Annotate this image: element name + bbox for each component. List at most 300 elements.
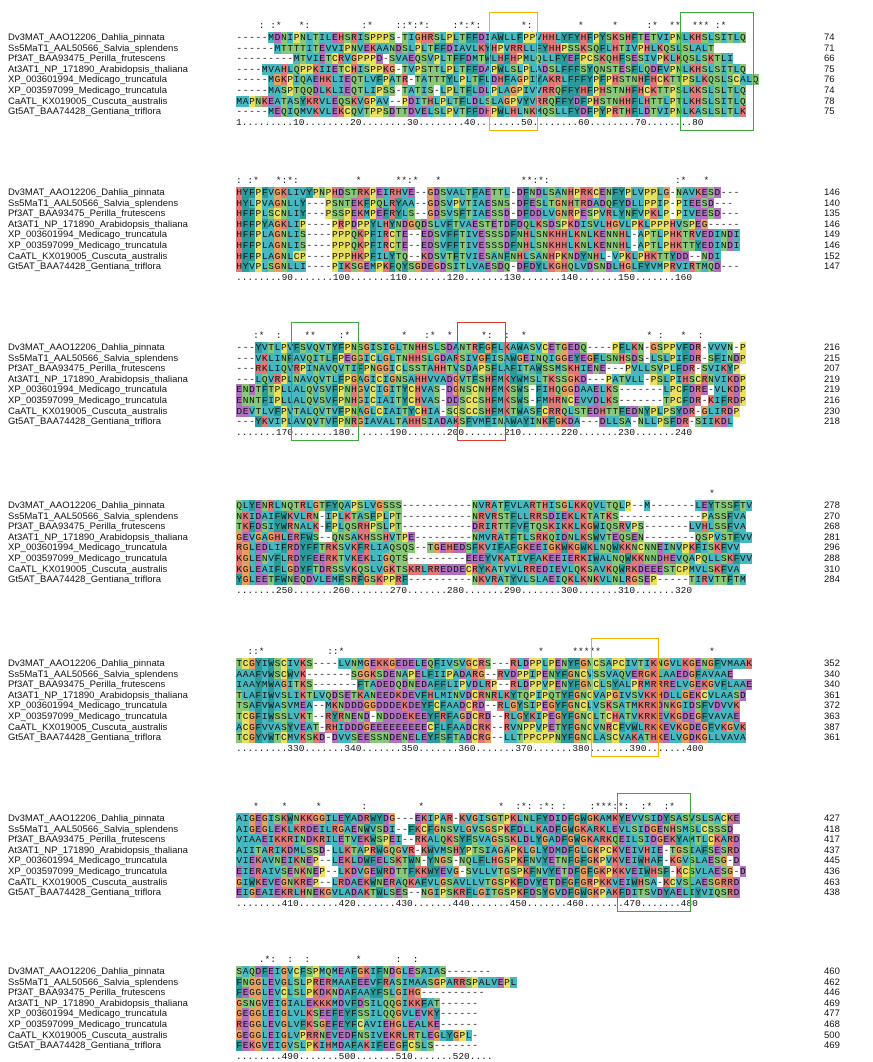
residue: - xyxy=(497,711,504,722)
residue: S xyxy=(708,352,714,364)
residue: Q xyxy=(612,500,619,511)
residue: K xyxy=(567,510,574,522)
residue: S xyxy=(637,352,644,364)
residue: E xyxy=(701,229,708,241)
residue: I xyxy=(236,679,243,691)
residue: T xyxy=(414,74,421,86)
residue: P xyxy=(370,208,376,220)
residue: K xyxy=(618,866,625,877)
residue: P xyxy=(523,32,529,43)
residue: K xyxy=(280,813,287,824)
residue: Q xyxy=(402,250,408,262)
residue: T xyxy=(650,95,657,107)
residue: F xyxy=(472,187,478,198)
residue-count: 387 xyxy=(824,721,840,733)
residue: L xyxy=(338,866,345,877)
residue: K xyxy=(669,855,676,867)
residue: C xyxy=(586,721,593,733)
residue: L xyxy=(657,405,663,417)
residue: I xyxy=(274,1029,281,1041)
residue: K xyxy=(414,997,421,1009)
residue: - xyxy=(421,500,427,511)
residue: L xyxy=(249,197,255,209)
residue: P xyxy=(491,85,498,96)
residue: I xyxy=(529,668,536,680)
residue: L xyxy=(287,689,294,701)
residue: - xyxy=(682,510,689,522)
residue: P xyxy=(319,866,325,877)
residue: S xyxy=(433,240,440,251)
residue: I xyxy=(548,352,555,364)
residue: P xyxy=(331,250,338,262)
residue: P xyxy=(300,250,306,262)
residue: E xyxy=(548,721,555,733)
residue: K xyxy=(370,668,376,680)
residue: - xyxy=(465,500,472,511)
residue: N xyxy=(344,395,351,406)
residue: A xyxy=(459,721,466,733)
residue: G xyxy=(389,63,396,75)
residue: R xyxy=(516,42,523,54)
sequence-name: Gt5AT_BAA74428_Gentiana_triflora xyxy=(8,732,161,744)
sequence-row xyxy=(236,564,740,575)
residue: P xyxy=(669,32,676,43)
residue: - xyxy=(650,531,657,543)
residue: - xyxy=(459,997,466,1009)
residue: F xyxy=(491,395,498,406)
residue: F xyxy=(453,229,459,241)
residue: S xyxy=(382,987,389,999)
residue: V xyxy=(370,1019,376,1030)
residue: K xyxy=(331,553,338,564)
residue: T xyxy=(727,32,733,43)
residue: T xyxy=(606,500,612,511)
residue: V xyxy=(319,689,325,701)
residue: N xyxy=(542,250,549,262)
residue: K xyxy=(535,218,542,230)
residue: - xyxy=(644,342,651,353)
residue: T xyxy=(402,106,408,118)
residue: A xyxy=(669,668,676,680)
residue: - xyxy=(319,229,325,241)
residue: - xyxy=(319,510,325,522)
residue: E xyxy=(714,866,721,877)
residue-count: 372 xyxy=(824,700,840,712)
residue: A xyxy=(618,679,625,691)
residue: L xyxy=(453,85,459,96)
residue: N xyxy=(612,553,619,564)
residue: I xyxy=(268,563,274,575)
sequence-row xyxy=(236,987,485,998)
residue: V xyxy=(593,218,600,230)
residue: A xyxy=(421,976,427,988)
sequence-name: Ss5MaT1_AAL50566_Salvia_splendens xyxy=(8,352,179,364)
residue: V xyxy=(478,876,485,888)
residue: S xyxy=(657,866,663,877)
residue: V xyxy=(631,711,638,722)
residue: E xyxy=(421,240,427,251)
residue: Y xyxy=(535,876,542,888)
residue: G xyxy=(395,1040,402,1052)
residue: L xyxy=(300,510,306,522)
residue: G xyxy=(414,987,421,999)
residue: F xyxy=(497,542,504,554)
residue: G xyxy=(478,887,485,899)
residue: S xyxy=(510,395,517,406)
residue: D xyxy=(548,823,555,835)
residue: K xyxy=(580,531,587,543)
residue: - xyxy=(249,42,255,54)
residue: Y xyxy=(255,416,262,428)
residue: N xyxy=(261,500,268,511)
residue: V xyxy=(357,866,364,877)
residue: - xyxy=(484,668,491,680)
residue: A xyxy=(242,95,249,107)
residue: N xyxy=(351,42,357,54)
residue: L xyxy=(657,229,663,241)
residue: S xyxy=(548,63,555,75)
residue: Q xyxy=(606,521,612,533)
residue: P xyxy=(669,352,676,364)
residue: H xyxy=(236,187,243,198)
residue: E xyxy=(618,834,625,846)
residue: F xyxy=(472,373,478,385)
residue: G xyxy=(280,966,287,977)
residue: A xyxy=(593,510,600,522)
residue: P xyxy=(631,679,638,691)
residue: E xyxy=(325,1019,332,1030)
residue: K xyxy=(504,384,510,396)
residue: F xyxy=(389,261,396,273)
residue: A xyxy=(249,834,255,846)
residue: V xyxy=(306,106,313,118)
residue: C xyxy=(376,405,383,417)
residue: I xyxy=(682,208,689,220)
residue: H xyxy=(548,250,555,262)
residue: T xyxy=(714,53,721,65)
residue: - xyxy=(306,250,313,262)
residue: I xyxy=(586,553,593,564)
residue: K xyxy=(370,42,376,54)
residue: Q xyxy=(300,74,306,86)
residue: - xyxy=(325,668,332,680)
residue: I xyxy=(382,405,389,417)
residue: C xyxy=(465,395,472,406)
residue: E xyxy=(574,395,580,406)
residue: Q xyxy=(344,521,351,533)
residue: G xyxy=(274,261,281,273)
residue: L xyxy=(504,63,510,75)
residue: F xyxy=(351,1008,357,1020)
residue: V xyxy=(593,721,600,733)
residue: H xyxy=(593,250,600,262)
residue: - xyxy=(465,521,472,533)
residue: - xyxy=(236,74,243,86)
residue: C xyxy=(535,732,542,744)
residue: T xyxy=(548,876,555,888)
residue: E xyxy=(580,352,587,364)
residue: T xyxy=(504,531,510,543)
residue: T xyxy=(236,711,243,722)
residue: P xyxy=(625,500,631,511)
residue: K xyxy=(727,553,733,564)
residue: P xyxy=(523,63,529,75)
residue: E xyxy=(376,689,383,701)
residue: K xyxy=(625,250,631,262)
residue: A xyxy=(739,679,746,691)
residue: G xyxy=(574,711,580,722)
residue: N xyxy=(612,240,619,251)
residue: V xyxy=(618,844,625,856)
residue: C xyxy=(408,395,415,406)
residue: I xyxy=(555,813,561,824)
residue: N xyxy=(606,187,612,198)
residue: I xyxy=(363,416,370,428)
residue: R xyxy=(453,976,459,988)
residue: F xyxy=(376,1040,383,1052)
residue: - xyxy=(446,510,453,522)
residue: N xyxy=(497,250,504,262)
residue: D xyxy=(478,106,485,118)
residue: P xyxy=(306,987,313,999)
residue: L xyxy=(421,668,427,680)
residue: I xyxy=(714,229,721,241)
residue: I xyxy=(433,887,440,899)
residue: S xyxy=(631,689,638,701)
residue: T xyxy=(395,229,402,241)
residue: P xyxy=(644,240,651,251)
residue: T xyxy=(459,240,466,251)
residue: W xyxy=(376,887,383,899)
residue: A xyxy=(459,42,466,54)
residue: - xyxy=(421,574,427,586)
residue: R xyxy=(319,834,325,846)
residue: R xyxy=(510,658,517,669)
residue: P xyxy=(676,208,682,220)
residue: K xyxy=(593,844,600,856)
residue: V xyxy=(586,395,593,406)
residue: R xyxy=(274,373,281,385)
residue: K xyxy=(695,187,702,198)
residue: K xyxy=(280,844,287,856)
residue: R xyxy=(580,197,587,209)
residue: Y xyxy=(535,834,542,846)
residue: Y xyxy=(618,187,625,198)
residue: E xyxy=(255,823,262,835)
residue: S xyxy=(344,32,351,43)
residue: D xyxy=(344,1029,351,1041)
residue: L xyxy=(542,53,549,65)
sequence-name: Dv3MAT_AAO12206_Dahlia_pinnata xyxy=(8,966,165,977)
residue: Q xyxy=(280,106,287,118)
residue: V xyxy=(433,373,440,385)
residue: N xyxy=(408,679,415,691)
residue: Y xyxy=(542,855,549,867)
residue: I xyxy=(676,352,682,364)
residue: K xyxy=(344,261,351,273)
residue: - xyxy=(529,395,536,406)
residue: D xyxy=(465,721,472,733)
residue: F xyxy=(561,668,568,680)
residue: S xyxy=(504,855,510,867)
residue: V xyxy=(363,384,370,396)
residue: F xyxy=(491,405,498,417)
residue: E xyxy=(676,668,682,680)
residue: - xyxy=(255,74,262,86)
residue: I xyxy=(363,352,370,364)
residue: - xyxy=(408,229,415,241)
residue: P xyxy=(650,574,657,586)
residue: C xyxy=(733,74,740,86)
residue: D xyxy=(599,416,606,428)
residue: - xyxy=(637,510,644,522)
residue: G xyxy=(395,987,402,999)
residue: E xyxy=(261,574,268,586)
residue: I xyxy=(268,866,274,877)
residue: K xyxy=(650,721,657,733)
residue: N xyxy=(599,542,606,554)
residue: N xyxy=(567,531,574,543)
residue: N xyxy=(249,395,255,406)
residue: W xyxy=(370,813,376,824)
residue: E xyxy=(382,1040,389,1052)
residue: Q xyxy=(739,95,746,107)
residue: L xyxy=(523,531,529,543)
residue: S xyxy=(529,574,536,586)
residue: V xyxy=(274,1019,281,1030)
residue: D xyxy=(516,261,523,273)
residue: L xyxy=(516,563,523,575)
residue: L xyxy=(472,855,478,867)
residue: D xyxy=(376,700,383,712)
residue: L xyxy=(606,42,612,54)
residue: A xyxy=(701,668,708,680)
residue: R xyxy=(695,342,702,353)
residue: T xyxy=(402,855,408,867)
residue: R xyxy=(312,95,319,107)
residue: S xyxy=(586,563,593,575)
residue: S xyxy=(682,813,689,824)
residue: A xyxy=(236,823,243,835)
residue: N xyxy=(523,813,529,824)
residue: I xyxy=(714,250,721,262)
residue: T xyxy=(255,384,262,396)
residue: H xyxy=(599,85,606,96)
residue: E xyxy=(331,95,338,107)
residue: W xyxy=(363,855,370,867)
residue: A xyxy=(427,834,434,846)
residue: F xyxy=(274,553,281,564)
residue: P xyxy=(331,261,338,273)
residue: V xyxy=(293,658,300,669)
residue: L xyxy=(523,823,529,835)
residue: D xyxy=(586,197,593,209)
residue: - xyxy=(408,240,415,251)
residue: E xyxy=(421,732,427,744)
residue: P xyxy=(663,197,670,209)
residue: - xyxy=(414,208,421,220)
residue: V xyxy=(631,658,638,669)
residue: T xyxy=(739,500,746,511)
residue: E xyxy=(663,721,670,733)
residue: - xyxy=(727,197,733,209)
residue: E xyxy=(268,997,274,1009)
residue: G xyxy=(440,876,447,888)
residue: - xyxy=(319,521,325,533)
residue: C xyxy=(389,229,396,241)
residue: S xyxy=(663,416,670,428)
residue: I xyxy=(274,542,281,554)
residue: V xyxy=(408,63,415,75)
residue: S xyxy=(574,405,580,417)
residue: P xyxy=(574,208,580,220)
residue: F xyxy=(446,218,453,230)
residue: S xyxy=(599,668,606,680)
residue: A xyxy=(421,966,427,977)
residue: A xyxy=(427,679,434,691)
residue: S xyxy=(312,1019,319,1030)
residue: D xyxy=(478,700,485,712)
residue: V xyxy=(708,711,714,722)
residue: L xyxy=(516,834,523,846)
residue: K xyxy=(567,521,574,533)
residue: E xyxy=(344,352,351,364)
residue: S xyxy=(720,823,727,835)
residue: Q xyxy=(351,106,357,118)
residue: F xyxy=(574,74,580,86)
residue: E xyxy=(408,732,415,744)
residue: V xyxy=(287,405,294,417)
residue: - xyxy=(408,574,415,586)
residue-count: 281 xyxy=(824,531,840,543)
residue: Y xyxy=(427,711,434,722)
residue: D xyxy=(357,721,364,733)
residue: - xyxy=(472,1029,478,1041)
residue: E xyxy=(268,1019,274,1030)
residue: - xyxy=(255,106,262,118)
residue: T xyxy=(351,689,357,701)
residue: S xyxy=(682,42,689,54)
residue: D xyxy=(714,261,721,273)
residue: S xyxy=(637,574,644,586)
residue: F xyxy=(574,866,580,877)
residue: L xyxy=(338,658,345,669)
residue: D xyxy=(682,250,689,262)
residue: T xyxy=(465,373,472,385)
residue: - xyxy=(733,218,740,230)
residue: A xyxy=(669,887,676,899)
sequence-row xyxy=(236,834,740,845)
residue: G xyxy=(274,218,281,230)
residue: V xyxy=(370,976,376,988)
residue: G xyxy=(708,658,714,669)
residue: V xyxy=(695,521,702,533)
residue: F xyxy=(465,416,472,428)
residue: A xyxy=(421,74,427,86)
residue: K xyxy=(650,711,657,722)
residue: V xyxy=(599,208,606,220)
residue: - xyxy=(433,500,440,511)
residue: H xyxy=(650,732,657,744)
residue: T xyxy=(606,531,612,543)
residue: A xyxy=(714,668,721,680)
residue: I xyxy=(701,416,708,428)
residue: G xyxy=(351,53,357,65)
residue: A xyxy=(293,997,300,1009)
residue: I xyxy=(535,711,542,722)
residue: T xyxy=(427,63,434,75)
residue: G xyxy=(612,218,619,230)
